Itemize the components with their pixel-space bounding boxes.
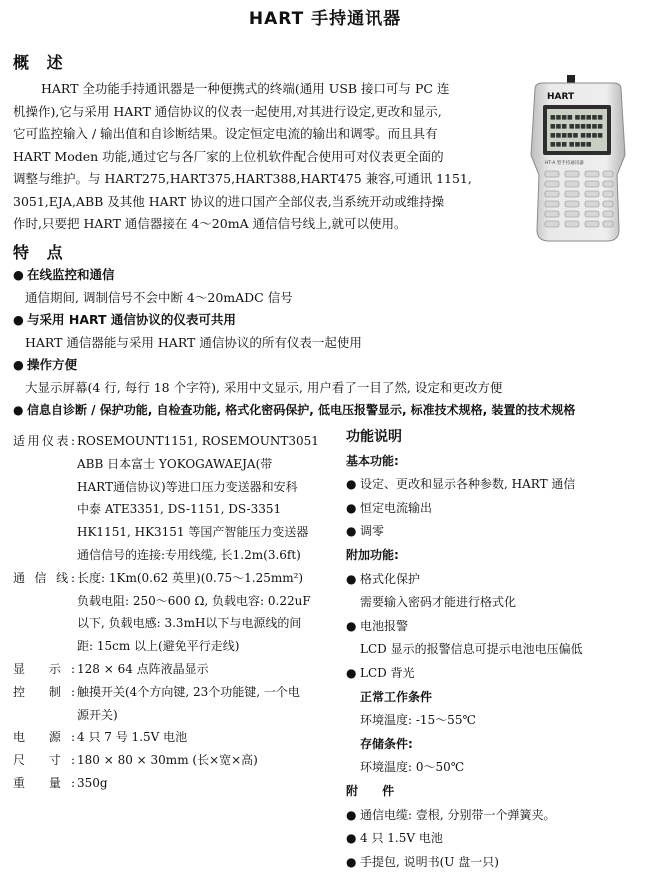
spec-value: 长度: 1Km(0.62 英里)(0.75～1.25mm²) [77, 570, 304, 585]
function-item: ● 格式化保护 [346, 568, 646, 592]
functions-heading: 功能说明 [346, 429, 402, 445]
spec-value: HK1151, HK3151 等国产智能压力变送器 [77, 525, 309, 540]
feature-title: ● 在线监控和通信 [13, 264, 643, 287]
function-item: ● 调零 [346, 520, 646, 544]
device-screen-line: ■■■ ■■■■ [550, 141, 592, 148]
bullet-icon: ● [13, 357, 24, 372]
bullet-icon: ● [346, 571, 357, 586]
bullet-icon: ● [13, 403, 24, 417]
spec-label: 通 信 线: [13, 570, 75, 585]
work-condition-label: 正常工作条件 [360, 689, 433, 704]
feature-desc: 大显示屏幕(4 行, 每行 18 个字符), 采用中文显示, 用户看了一目了然, 设定和更改方便 [25, 379, 503, 395]
spec-row-line [13, 567, 338, 590]
page-title: HART 手持通讯器 [248, 9, 402, 29]
function-item: ● 电池报警 [346, 615, 646, 639]
spec-label: 重 量: [13, 775, 75, 790]
spec-row-weight [13, 772, 338, 795]
overview-line: HART 全功能手持通讯器是一种便携式的终端(通用 USB 接口可与 PC 连 [41, 81, 450, 96]
env-temp: 环境温度: -15～55℃ [360, 713, 476, 728]
accessory-item: ● 通信电缆: 壹根, 分别带一个弹簧夹。 [346, 804, 646, 828]
bullet-icon: ● [346, 854, 357, 869]
spec-value: 触摸开关(4个方向键, 23个功能键, 一个电 [77, 684, 300, 699]
spec-value: 以下, 负载电感: 3.3mH以下与电源线的间 [77, 616, 302, 631]
overview-line: HART Moden 功能,通过它与各厂家的上位机软件配合使用可对仪表更全面的 [13, 148, 444, 164]
spec-value: ROSEMOUNT1151, ROSEMOUNT3051 [77, 434, 319, 448]
overview-line: 机操作),它与采用 HART 通信协议的仪表一起使用,对其进行设定,更改和显示, [13, 103, 442, 119]
spec-value: 350g [77, 775, 108, 790]
function-desc: 需要输入密码才能进行格式化 [360, 595, 517, 610]
device-screen-line: ■■■■ ■■■■■ [550, 114, 603, 121]
device-screen-line: ■■■ ■■■■■■ [550, 123, 603, 130]
spec-value: 源开关) [77, 707, 118, 722]
feature-title: ● 与采用 HART 通信协议的仪表可共用 [13, 309, 643, 332]
accessory-item: ● 手提包, 说明书(U 盘一只) [346, 851, 646, 874]
function-desc: LCD 显示的报警信息可提示电池电压偏低 [360, 642, 583, 657]
accessory-item: ● 4 只 1.5V 电池 [346, 827, 646, 851]
spec-value: 180 × 80 × 30mm (长×宽×高) [77, 753, 258, 768]
overview-line: 它可监控输入 / 输出值和自诊断结果。设定恒定电流的输出和调零。而且具有 [13, 126, 438, 141]
basic-functions-label: 基本功能: [346, 453, 399, 468]
spec-row-applicable [13, 430, 338, 453]
bullet-icon: ● [13, 267, 24, 282]
functions-section [346, 426, 646, 874]
spec-value: 负载电阻: 250～600 Ω, 负载电容: 0.22uF [77, 593, 311, 608]
bullet-icon: ● [346, 807, 357, 822]
bullet-icon: ● [346, 477, 357, 492]
spec-label: 尺 寸: [13, 753, 75, 768]
bullet-icon: ● [13, 312, 24, 327]
spec-label: 控 制: [13, 684, 75, 699]
spec-row-control [13, 681, 338, 704]
overview-line: 3051,EJA,ABB 及其他 HART 协议的进口国产全部仪表,当系统开动或维持操 [13, 193, 445, 209]
device-model: HT-A 型手持通讯器 [545, 161, 584, 166]
features-heading: 特 点 [13, 243, 69, 262]
overview-heading: 概 述 [13, 53, 69, 72]
spec-row-power [13, 726, 338, 749]
spec-label: 适用仪表: [13, 434, 75, 448]
spec-value: 通信信号的连接:专用线缆, 长1.2m(3.6ft) [77, 547, 301, 562]
bullet-icon: ● [346, 618, 357, 633]
feature-title: ● 操作方便 [13, 354, 643, 377]
device-brand: HART [547, 92, 575, 102]
feature-desc: 通信期间, 调制信号不会中断 4～20mADC 信号 [25, 289, 293, 305]
features-list [13, 264, 643, 422]
spec-row-size [13, 749, 338, 772]
overview-paragraph [13, 78, 518, 236]
bullet-icon: ● [346, 831, 357, 846]
function-item: ● 设定、更改和显示各种参数, HART 通信 [346, 473, 646, 497]
device-screen-line: ■■■■■ ■■■■ [550, 132, 603, 139]
overview-line: 作时,只要把 HART 通信器接在 4～20mA 通信信号线上,就可以使用。 [13, 216, 407, 231]
spec-value: 距: 15cm 以上(避免平行走线) [77, 639, 240, 654]
spec-row-display [13, 658, 338, 681]
accessories-label: 附 件 [346, 783, 405, 798]
bullet-icon: ● [346, 500, 357, 515]
env-temp: 环境温度: 0～50℃ [360, 760, 465, 775]
specs-table [13, 430, 338, 795]
function-item: ● LCD 背光 [346, 662, 646, 686]
spec-label: 电 源: [13, 730, 75, 745]
storage-condition-label: 存储条件: [360, 736, 413, 751]
feature-title: ● 信息自诊断 / 保护功能, 自检查功能, 格式化密码保护, 低电压报警显示, 标准技术规格, 装置的技术规格 [13, 399, 643, 422]
spec-value: 128 × 64 点阵液晶显示 [77, 661, 209, 676]
spec-value: 中泰 ATE3351, DS-1151, DS-3351 [77, 502, 282, 517]
overview-line: 调整与维护。与 HART275,HART375,HART388,HART475 兼容,可通讯 1151, [13, 171, 472, 186]
device-image [521, 75, 635, 245]
feature-desc: HART 通信器能与采用 HART 通信协议的所有仪表一起使用 [25, 334, 362, 350]
function-item: ● 恒定电流输出 [346, 497, 646, 521]
spec-value: ABB 日本富士 YOKOGAWAEJA(带 [77, 456, 273, 471]
bullet-icon: ● [346, 524, 357, 539]
spec-value: 4 只 7 号 1.5V 电池 [77, 730, 188, 745]
spec-value: HART通信协议)等进口压力变送器和安科 [77, 479, 298, 494]
bullet-icon: ● [346, 665, 357, 680]
spec-label: 显 示: [13, 661, 75, 676]
extra-functions-label: 附加功能: [346, 547, 399, 562]
